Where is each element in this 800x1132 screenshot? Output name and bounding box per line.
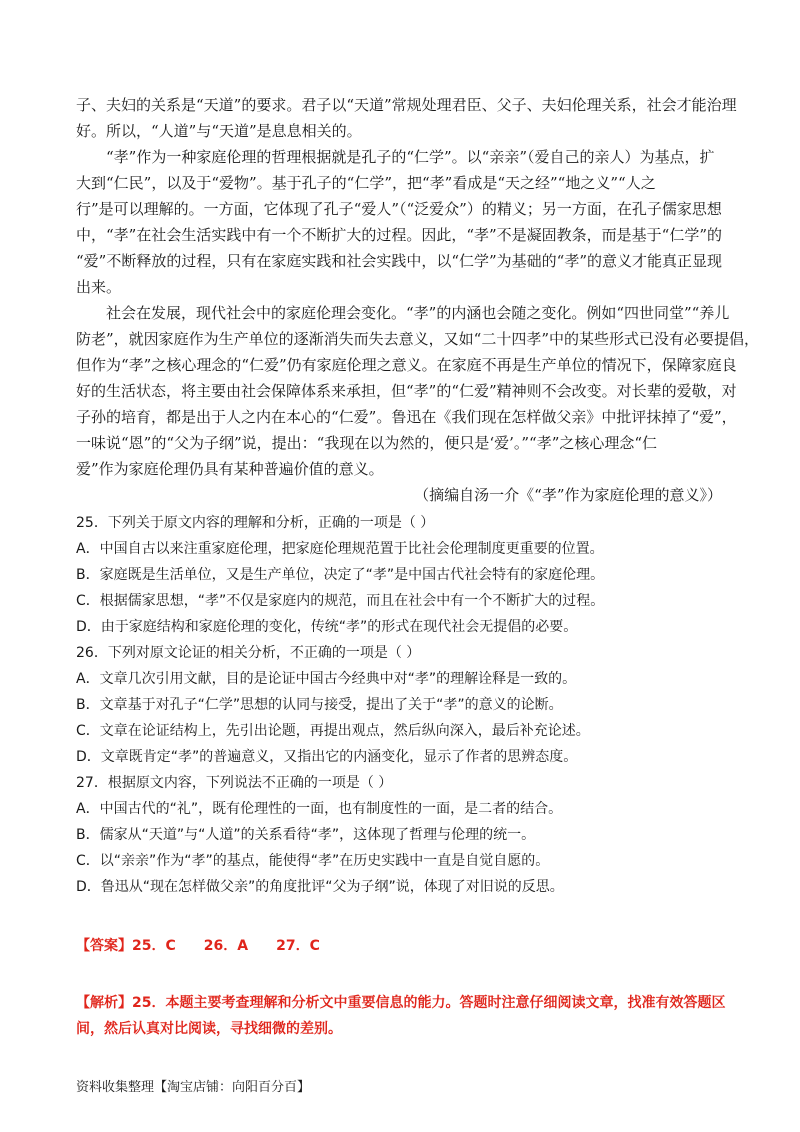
option-item: A．文章几次引用文献，目的是论证中国古今经典中对“孝”的理解诠释是一致的。	[76, 671, 577, 687]
passage-line: 但作为“孝”之核心理念的“仁爱”仍有家庭伦理之意义。在家庭不再是生产单位的情况下，保障家庭良	[76, 356, 737, 374]
option-item: B．家庭既是生活单位，又是生产单位，决定了“孝”是中国古代社会特有的家庭伦理。	[76, 567, 605, 583]
question-stem: 25．下列关于原文内容的理解和分析，正确的一项是（ ）	[76, 515, 435, 531]
answer-label: 【答案】	[76, 938, 132, 954]
option-item: D．由于家庭结构和家庭伦理的变化，传统“孝”的形式在现代社会无提倡的必要。	[76, 619, 578, 635]
answer-item: 27．C	[276, 938, 320, 954]
option-item: A．中国自古以来注重家庭伦理，把家庭伦理规范置于比社会伦理制度更重要的位置。	[76, 541, 604, 557]
analysis-label: 【解析】	[76, 995, 132, 1011]
analysis-text: 25．本题主要考查理解和分析文中重要信息的能力。答题时注意仔细阅读文章，找准有效答题区	[132, 995, 726, 1011]
option-item: D．鲁迅从“现在怎样做父亲”的角度批评“父为子纲”说，体现了对旧说的反思。	[76, 879, 564, 895]
option-item: A．中国古代的“礼”，既有伦理性的一面，也有制度性的一面，是二者的结合。	[76, 801, 563, 817]
answer-item: 25．C	[132, 938, 176, 954]
option-item: C．根据儒家思想，“孝”不仅是家庭内的规范，而且在社会中有一个不断扩大的过程。	[76, 593, 605, 609]
analysis-row	[76, 993, 725, 1013]
passage-line: “孝”作为一种家庭伦理的哲理根据就是孔子的“仁学”。以“亲亲”（爱自己的亲人）为基点，扩	[106, 148, 715, 166]
question-stem: 26．下列对原文论证的相关分析，不正确的一项是（ ）	[76, 645, 421, 661]
passage-line: 爱”作为家庭伦理仍具有某种普遍价值的意义。	[76, 460, 384, 478]
option-item: D．文章既肯定“孝”的普遍意义，又指出它的内涵变化，显示了作者的思辨态度。	[76, 749, 578, 765]
passage-line: 出来。	[76, 278, 122, 296]
answer-row	[76, 936, 320, 956]
passage-line: 子、夫妇的关系是“天道”的要求。君子以“天道”常规处理君臣、父子、夫妇伦理关系，社会才能治理	[76, 96, 737, 114]
option-item: C．文章在论证结构上，先引出论题，再提出观点，然后纵向深入，最后补充论述。	[76, 723, 590, 739]
option-item: B．儒家从“天道”与“人道”的关系看待“孝”，这体现了哲理与伦理的统一。	[76, 827, 536, 843]
page-footer: 资料收集整理【淘宝店铺：向阳百分百】	[76, 1080, 311, 1095]
passage-line: 中，“孝”在社会生活实践中有一个不断扩大的过程。因此，“孝”不是凝固教条，而是基于“仁学”的	[76, 226, 723, 244]
passage-line: 行”是可以理解的。一方面，它体现了孔子“爱人”（“泛爱众”）的精义；另一方面，在孔子儒家思想	[76, 200, 722, 218]
analysis-text: 间，然后认真对比阅读，寻找细微的差别。	[76, 1021, 342, 1037]
passage-line: 一味说“恩”的“父为子纲”说，提出：“我现在以为然的，便只是‘爱’。”“孝”之核心理念“仁	[76, 434, 658, 452]
passage-line: 子孙的培育，都是出于人之内在本心的“仁爱”。鲁迅在《我们现在怎样做父亲》中批评抹掉了“爱”，	[76, 408, 737, 426]
passage-line: 防老”，就因家庭作为生产单位的逐渐消失而失去意义，又如“二十四孝”中的某些形式已没有必要提倡，	[76, 330, 760, 348]
option-item: B．文章基于对孔子“仁学”思想的认同与接受，提出了关于“孝”的意义的论断。	[76, 697, 563, 713]
passage-line: 好。所以，“人道”与“天道”是息息相关的。	[76, 122, 362, 140]
passage-source: （摘编自汤一介《“孝”作为家庭伦理的意义》）	[414, 486, 722, 504]
option-item: C．以“亲亲”作为“孝”的基点，能使得“孝”在历史实践中一直是自觉自愿的。	[76, 853, 550, 869]
passage-line: 好的生活状态，将主要由社会保障体系来承担，但“孝”的“仁爱”精神则不会改变。对长辈的爱敬，对	[76, 382, 737, 400]
passage-line: 社会在发展，现代社会中的家庭伦理会变化。“孝”的内涵也会随之变化。例如“四世同堂”“养儿	[106, 304, 730, 322]
passage-line: 大到“仁民”，以及于“爱物”。基于孔子的“仁学”，把“孝”看成是“天之经”“地之义”“人之	[76, 174, 656, 192]
passage-line: “爱”不断释放的过程，只有在家庭实践和社会实践中，以“仁学”为基础的“孝”的意义才能真正显现	[76, 252, 723, 270]
answer-item: 26．A	[203, 938, 249, 954]
question-stem: 27．根据原文内容，下列说法不正确的一项是（ ）	[76, 775, 393, 791]
